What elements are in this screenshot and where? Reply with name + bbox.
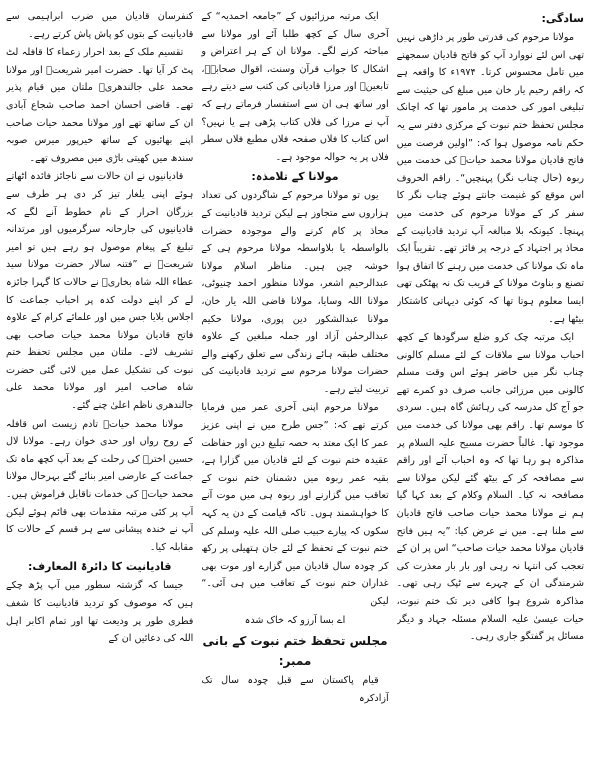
- column-right: [397, 8, 584, 751]
- paragraph: ایک مرتبہ مرزائیوں کے ”جامعہ احمدیہ“ کے آخری سال کے کچھ طلبا آئے اور مولانا سے مباحثہ کرنے لگے۔ مولانا ان کے ہر اعتراض و اشکال کا جواب قرآن وسنت، اقوال صحابہؓ، تابعینؒ اور مرزا قادیانی کی کتب سے دیتے رہے اور ساتھ ہی ان سے استفسار فرماتے رہے کہ آپ نے مرزا کی فلاں کتاب پڑھی ہے یا نہیں؟ اس کتاب کا فلاں صفحہ فلاں مطبع فلاں سطر فلاں پر یہ حوالہ موجود ہے۔: [201, 11, 389, 163]
- paragraph: جیسا کہ گزشتہ سطور میں آپ پڑھ چکے ہیں کہ موصوف کو تردید قادیانیت کا شغف فطری طور پر ودیعت تھا اور تمام اکابر اہل اللہ کی دعائیں ان کے: [6, 580, 194, 645]
- column-middle: [201, 8, 388, 751]
- section-heading-founding-member: مجلس تحفظ ختم نبوت کے بانی ممبر:: [202, 634, 388, 669]
- section-heading-encyclopedia: قادیانیت کا دائرۃ المعارف:: [27, 560, 172, 574]
- paragraph: کنفرسان قادیان میں ضرب ابراہیمی سے قادیانیت کے بتوں کو پاش پاش کرتے رہے۔: [6, 11, 194, 40]
- paragraph: قیام پاکستان سے قبل چودہ سال تک آزادکرہ: [201, 675, 389, 704]
- section-heading-simplicity: سادگی:: [541, 12, 584, 25]
- paragraph: مولانا مرحوم اپنی آخری عمر میں فرمایا کرتے تھے کہ: ”جس طرح میں نے اپنی عزیز عمر کا ایک معتد بہ حصہ تبلیغ دین اور حفاظت عقیدہ ختم نبوت کے لئے قادیان میں گزارا ہے، بقیہ عمر ربوہ میں دشمنان ختم نبوت کے تعاقب میں گزارنے اور ربوہ ہی میں موت آنے کا خواہشمند ہوں۔ تاکہ قیامت کے دن یہ کہہ سکوں کہ پیارے حبیب صلی اللہ علیہ وسلم کی ختم نبوت کے تحفظ کے لئے جان ہتھیلی پر رکھ کر چودہ سال قادیان میں گزارے اور موت بھی غداران ختم نبوت کے تعاقب میں ہی آئی۔“ لیکن: [201, 402, 389, 607]
- paragraph: مولانا مرحوم کی قدرتی طور پر داڑھی نہیں تھی اس لئے نووارد آپ کو فاتح قادیان سمجھنے میں تامل محسوس کرتا۔ ۱۹۷۴ء کا واقعہ ہے کہ راقم رحیم یار خان میں مبلغ کی حیثیت سے تبلیغی امور کی خدمت پر مامور تھا کہ اچانک مجلس تحفظ ختم نبوت کے مرکزی دفتر سے یہ حکم نامہ موصول ہوا کہ: ”اولین فرصت میں فاتح قادیان مولانا محمد حیاتؒ کی خدمت میں ربوہ (حال چناب نگر) پہنچیں“۔ راقم الحروف اس موقع کو غنیمت جانتے ہوئے چناب نگر کا سفر کر کے مولانا مرحوم کی خدمت میں پہنچا۔ کیونکہ بلا مبالغہ آپ تردید قادیانیت کے محاذ پر اجتہاد کے درجہ پر فائز تھے۔ تقریباً ایک ماہ تک مولانا کی خدمت میں رہنے کا اتفاق ہوا تصنع و بناوٹ مولانا کے قریب تک نہ پھٹکی تھی ایسا معلوم ہوتا تھا کہ کوئی دیہاتی کاشتکار بیٹھا ہے۔: [396, 32, 584, 325]
- column-left: [6, 8, 193, 751]
- paragraph: یوں تو مولانا مرحوم کے شاگردوں کی تعداد ہزاروں سے متجاوز ہے لیکن تردید قادیانیت کے محاذ پر کام کرنے والے موجودہ حضرات بالواسطہ یا بلاواسطہ مولانا مرحوم ہی کے خوشہ چین ہیں۔ مناظر اسلام مولانا عبدالرحیم اشعر، مولانا منظور احمد چنیوٹی، مولانا اللہ وسایا، مولانا قاضی اللہ یار خان، مولانا عبدالشکور دین پوری، مولانا حکیم عبدالرحمٰن آزاد اور جملہ مبلغین کے علاوہ مختلف طبقہ ہائے زندگی سے تعلق رکھنے والے حضرات مولانا مرحوم سے تردید قادیانیت کی تربیت لیتے رہے۔: [201, 190, 389, 395]
- paragraph: قادیانیوں نے ان حالات سے ناجائز فائدہ اٹھاتے ہوئے اپنی یلغار تیز کر دی ہر طرف سے بزرگان احرار کے نام خطوط آنے لگے کہ قادیانیوں کی جارحانہ سرگرمیوں اور مرتدانہ تبلیغ کے پیغام موصول ہو رہے ہیں تو امیر شریعتؒ نے ”فتنہ سالار حضرت مولانا سید عطاء اللہ شاہ بخاریؒ نے حالات کا گہرا جائزہ لے کر اپنے دولت کدہ پر احباب جماعت کا اجلاس بلایا جس میں اور علمائے کرام کے علاوہ فاتح قادیان مولانا محمد حیات صاحب بھی تشریف لائے۔ ملتان میں مجلس تحفظ ختم نبوت کی تشکیل عمل میں لائی گئی حضرت شاہ صاحب امیر اور مولانا محمد علی جالندھری ناظم اعلیٰ چنے گئے۔: [6, 171, 194, 412]
- section-heading-students: مولانا کے تلامذہ:: [251, 170, 339, 184]
- paragraph: ایک مرتبہ چک کرو ضلع سرگودھا کے کچھ احباب مولانا سے ملاقات کے لئے مسلم کالونی چناب نگر میں حاضر ہوئے اس وقت مسلم کالونی میں مرزائی جانب صرف دو کمرے تھے جو آج کل مدرسہ کی رہائش گاہ ہیں۔ سردی کا موسم تھا۔ راقم بھی مولانا کی خدمت میں موجود تھا۔ غالباً حضرت مسیح علیہ السلام پر مذاکرہ ہو رہا تھا کہ وہ احباب آئے اور راقم سے مصافحہ کر کے بیٹھ گئے لیکن مولانا سے مصافحہ نہ کیا۔ السلام وکلام کے بعد کہا گیا ہم نے مولانا محمد حیات صاحب فاتح قادیان سے ملنا ہے۔ میں نے عرض کیا: ”یہ ہیں فاتح قادیان مولانا محمد حیات صاحب“ اس پر ان کے تعجب کی انتہا نہ رہی اور بار بار معذرت کی شرمندگی ان کے چہرے سے ٹپک رہی تھی۔ مذاکرہ شروع ہوا کافی دیر تک ختم نبوت، حیات عیسیٰ علیہ السلام مسئلہ جہاد و دیگر مسائل پر گفتگو جاری رہی۔: [396, 332, 584, 643]
- paragraph: تقسیم ملک کے بعد احرار زعماء کا قافلہ لٹ پٹ کر آیا تھا۔ حضرت امیر شریعتؒ اور مولانا محمد علی جالندھریؒ ملتان میں قیام پذیر تھے۔ قاضی احسان احمد صاحب شجاع آبادی ان کے ساتھ تھے اور مولانا محمد حیات صاحب اپنے بھائیوں کے ساتھ خیرپور میرس صوبہ سندھ میں کھیتی باڑی میں مصروف تھے۔: [6, 47, 194, 164]
- paragraph: مولانا محمد حیاتؒ تادم زیست اس قافلہ کے روح رواں اور حدی خوان رہے۔ مولانا لال حسین اخترؒ کی رحلت کے بعد آپ کچھ ماہ تک جماعت کے عارضی امیر بنائے گئے بہرحال مولانا محمد حیاتؒ کی خدمات ناقابل فراموش ہیں۔ آپ پر کئی مرتبہ مقدمات بھی قائم ہوئے لیکن آپ نے خندہ پیشانی سے ہر قسم کے حالات کا مقابلہ کیا۔: [6, 418, 194, 553]
- verse-quote: اے بسا آرزو کہ خاک شدہ: [244, 614, 346, 626]
